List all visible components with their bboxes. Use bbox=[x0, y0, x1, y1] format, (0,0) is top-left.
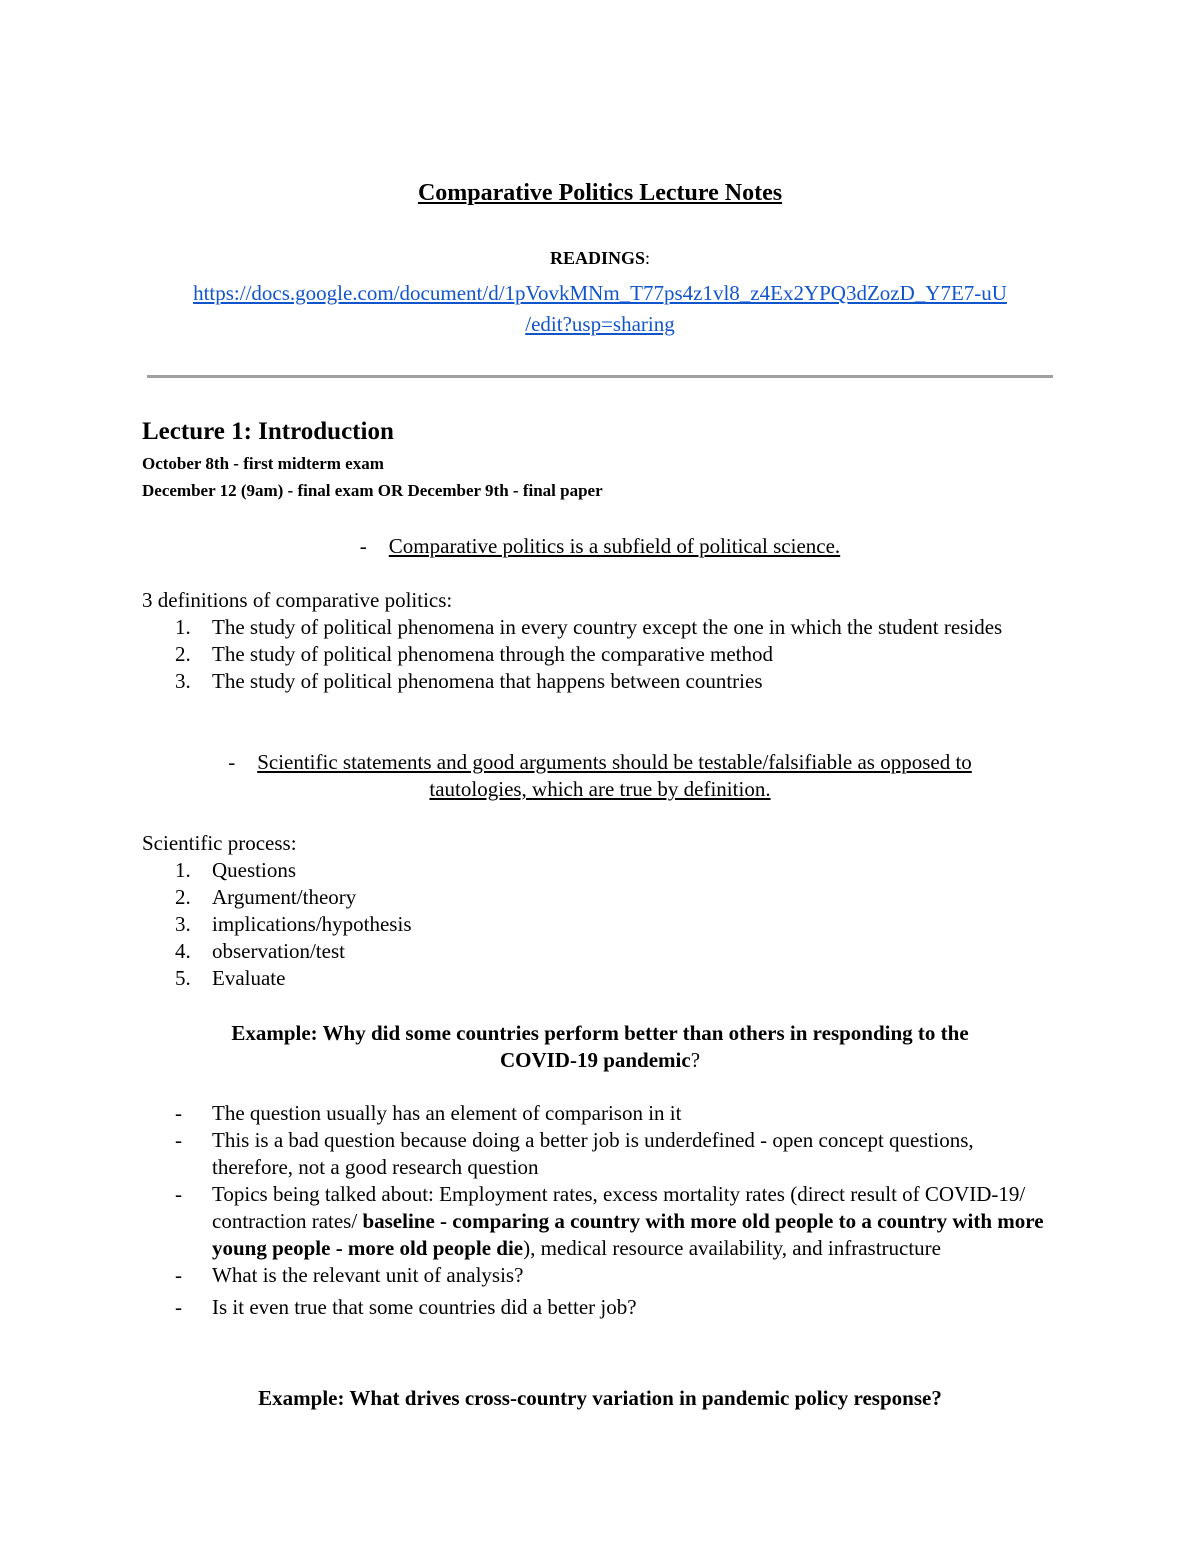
readings-label-text: READINGS bbox=[549, 248, 645, 268]
list-item bbox=[142, 1181, 1058, 1262]
list-item-text: This is a bad question because doing a better job is underdefined - open concept questions, therefore, not a good research question bbox=[212, 1128, 974, 1179]
scientific-note-line-2 bbox=[142, 776, 1058, 803]
list-item bbox=[142, 1262, 1058, 1289]
list-item bbox=[142, 911, 1058, 938]
horizontal-divider bbox=[147, 375, 1053, 378]
list-item-text: Evaluate bbox=[212, 966, 286, 990]
list-item bbox=[142, 857, 1058, 884]
lecture-heading: Lecture 1: Introduction bbox=[142, 418, 394, 445]
scientific-note-line-1 bbox=[142, 749, 1058, 776]
list-number: 3. bbox=[175, 912, 191, 936]
list-item-text: The study of political phenomena that happens between countries bbox=[212, 669, 763, 693]
dash-marker: - bbox=[175, 1128, 182, 1152]
list-item bbox=[142, 1100, 1058, 1127]
list-number: 1. bbox=[175, 615, 191, 639]
readings-label-colon: : bbox=[645, 248, 651, 268]
list-number: 3. bbox=[175, 669, 191, 693]
list-item-text: What is the relevant unit of analysis? bbox=[212, 1263, 524, 1287]
list-item-text: ), medical resource availability, and infrastructure bbox=[523, 1236, 941, 1260]
dash-marker: - bbox=[175, 1101, 182, 1125]
dash-marker: - bbox=[359, 534, 367, 558]
list-number: 1. bbox=[175, 858, 191, 882]
list-item-bold-text: baseline - comparing a country with more old people to a country with more young people - more old people die bbox=[212, 1209, 1044, 1260]
scientific-note-text-2: tautologies, which are true by definition. bbox=[429, 777, 771, 801]
subfield-note-text: Comparative politics is a subfield of political science. bbox=[388, 534, 841, 558]
list-number: 2. bbox=[175, 885, 191, 909]
document-title: Comparative Politics Lecture Notes bbox=[417, 180, 783, 206]
example-heading-line-2 bbox=[142, 1047, 1058, 1074]
example-heading-policy: Example: What drives cross-country variation in pandemic policy response? bbox=[258, 1386, 942, 1410]
definitions-intro: 3 definitions of comparative politics: bbox=[142, 588, 453, 612]
list-item-text: The question usually has an element of comparison in it bbox=[212, 1101, 682, 1125]
list-item-text: Questions bbox=[212, 858, 296, 882]
list-item-text: implications/hypothesis bbox=[212, 912, 412, 936]
example-heading-text-2: COVID-19 pandemic bbox=[499, 1048, 691, 1072]
list-item-text: observation/test bbox=[212, 939, 345, 963]
process-list bbox=[142, 857, 1058, 992]
list-number: 2. bbox=[175, 642, 191, 666]
process-intro: Scientific process: bbox=[142, 831, 297, 855]
list-item bbox=[142, 884, 1058, 911]
dash-marker: - bbox=[175, 1295, 182, 1319]
list-item bbox=[142, 614, 1058, 641]
readings-label bbox=[0, 248, 1200, 269]
scientific-note-text-1: Scientific statements and good arguments should be testable/falsifiable as opposed to bbox=[257, 750, 972, 774]
example-heading-covid bbox=[142, 1020, 1058, 1074]
exam-date-final: December 12 (9am) - final exam OR December 9th - final paper bbox=[142, 481, 603, 500]
exam-date-midterm: October 8th - first midterm exam bbox=[142, 454, 384, 473]
example-points-list bbox=[142, 1100, 1058, 1321]
definitions-list bbox=[142, 614, 1058, 695]
dash-marker: - bbox=[175, 1182, 182, 1206]
list-item bbox=[142, 668, 1058, 695]
list-item bbox=[142, 1127, 1058, 1181]
list-item bbox=[142, 965, 1058, 992]
scientific-note bbox=[142, 749, 1058, 803]
readings-link-line-2[interactable]: /edit?usp=sharing bbox=[525, 312, 675, 336]
list-item-text: Is it even true that some countries did a better job? bbox=[212, 1295, 637, 1319]
list-item bbox=[142, 641, 1058, 668]
readings-link[interactable] bbox=[140, 278, 1060, 340]
dash-marker: - bbox=[228, 750, 236, 774]
example-heading-line-1: Example: Why did some countries perform better than others in responding to the bbox=[231, 1021, 969, 1045]
list-item bbox=[142, 1294, 1058, 1321]
list-item-text: Topics being talked about: Employment rates, excess mortality rates (direct result of COVID-19/ contraction rates/ bbox=[212, 1182, 1026, 1233]
list-item-text: The study of political phenomena through the comparative method bbox=[212, 642, 774, 666]
dash-marker: - bbox=[175, 1263, 182, 1287]
list-item-text: Argument/theory bbox=[212, 885, 357, 909]
list-item bbox=[142, 938, 1058, 965]
readings-link-line-1[interactable]: https://docs.google.com/document/d/1pVovkMNm_T77ps4z1vl8_z4Ex2YPQ3dZozD_Y7E7-uU bbox=[193, 281, 1007, 305]
list-number: 4. bbox=[175, 939, 191, 963]
example-heading-qmark: ? bbox=[690, 1048, 701, 1072]
list-number: 5. bbox=[175, 966, 191, 990]
list-item-text: The study of political phenomena in every country except the one in which the student resides bbox=[212, 615, 1003, 639]
subfield-note bbox=[142, 533, 1058, 560]
